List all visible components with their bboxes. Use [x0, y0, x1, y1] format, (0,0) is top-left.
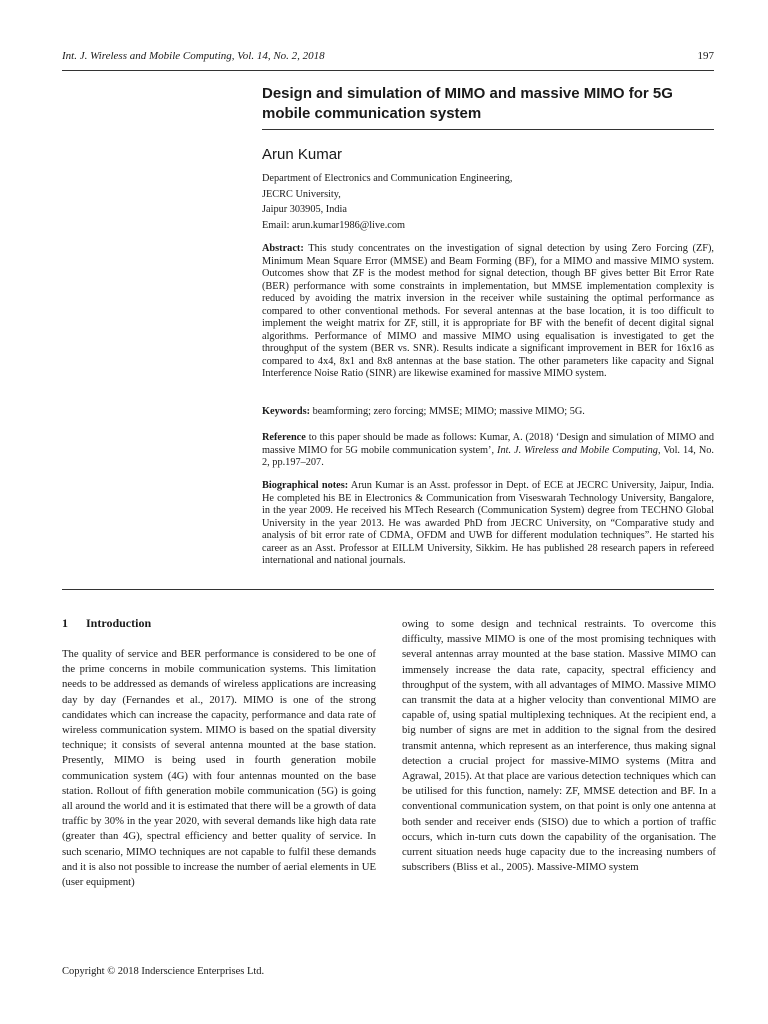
copyright-notice: Copyright © 2018 Inderscience Enterprises Ltd.	[62, 966, 265, 977]
section-heading	[62, 616, 151, 631]
journal-citation: Int. J. Wireless and Mobile Computing, Vol. 14, No. 2, 2018	[62, 50, 325, 62]
reference-volume: , Vol. 14, No. 2, pp.197–207.	[262, 444, 714, 468]
affiliation-department: Department of Electronics and Communication Engineering,	[262, 173, 513, 184]
affiliation-university: JECRC University,	[262, 188, 341, 200]
section-title: Introduction	[86, 616, 152, 630]
running-head	[62, 50, 714, 62]
bio-label: Biographical notes:	[262, 480, 349, 491]
top-rule	[62, 70, 714, 71]
abstract-label: Abstract:	[262, 243, 304, 254]
reference-journal: Int. J. Wireless and Mobile Computing	[497, 444, 658, 456]
page-number: 197	[697, 50, 714, 62]
body-column-right: owing to some design and technical restraints. To overcome this difficulty, massive MIMO is one of the most promising techniques with several antennas array mounted at the base station. Massive MIMO can immensely increase the data rate, capacity, spectral efficiency and throughput of the system, with all advantages of MIMO. Massive MIMO can transmit the data at a higher velocity than conventional MIMO are capable of, using spatial multiplexing techniques. At the recipient end, a big number of signs are met in addition to the signal from the desired transmit antenna, which represent as an interference, thus making signal detection a crucial project for massive-MIMO systems (Mitra and Agrawal, 2015). At that place are various detection techniques which can be utilised for this function, namely: ZF, MMSE detection and BF. In a conventional communication system, on that point is only one antenna at both sender and receiver ends (SISO) due to which a portion of traffic occurs, which in-turn cuts down the capability of the organisation. The current situation needs huge capacity due to the increasing numbers of subscribers (Bliss et al., 2005). Massive-MIMO system	[402, 618, 716, 874]
keywords-label: Keywords:	[262, 406, 311, 417]
keywords-text: beamforming; zero forcing; MMSE; MIMO; massive MIMO; 5G.	[312, 406, 585, 417]
abstract	[262, 243, 714, 381]
biographical-notes	[262, 480, 714, 568]
abstract-text: This study concentrates on the investigation of signal detection by using Zero Forcing (ZF), Minimum Mean Square Error (MMSE) and Beam Forming (BF), for a MIMO and massive MIMO system. Outcomes show that ZF is the modest method for signal detection, though BF gives better Bit Error Rate (BER) performance with some constraints in implementation, but MMSE implementation complexity is reduced by avoiding the matrix inversion in the receiver while sustaining the optimal performance as compared to other conventional methods. For several antennas at the base location, it is too difficult to implement the weight matrix for ZF, still, it is appropriate for BF with the benefit of decent digital signal algorithms. Performance of MIMO and massive MIMO using equalisation is investigated to get the throughput of the system (BER vs. SNR). Results indicate a significant improvement in BER for 16x16 as compared to 4x4, 8x1 and 8x8 antennas at the base station. The other parameters like capacity and Signal Interference Noise Ratio (SINR) are likewise examined for massive MIMO system.	[262, 243, 714, 379]
body-column-left: The quality of service and BER performance is considered to be one of the prime concerns in mobile communication systems. This limitation needs to be addressed as demands of wireless applications are increasing day by day (Fernandes et al., 2017). MIMO is one of the strong candidates which can increase the capacity, performance and data rate of wireless communication system. MIMO is based on the spatial diversity technique; it consists of several antenna mounted at the base station. Presently, MIMO is being used in fourth generation mobile communication system (4G) with four antennas mounted on the base station. Rollout of fifth generation mobile communication (5G) is going all around the world and it is estimated that there will be a growth of data traffic by 30% in the year 2020, with several demands like high data rate (greater than 4G), spectral efficiency and better quality of service. In such scenario, MIMO techniques are not capable to fulfil these demands and it is also not possible to increase the number of aerial elements in UE (user equipment)	[62, 648, 377, 889]
bio-text: Arun Kumar is an Asst. professor in Dept. of ECE at JECRC University, Jaipur, India. He completed his BE in Electronics & Communication from Viseswarah Technology University, Bangalore, in the year 2009. He received his MTech Research (Communication System) degree from TECHNO Global University in the year 2013. He was awarded PhD from JECRC University, on “Comparative study and analysis of bit error rate of CDMA, OFDM and UWB for different modulation techniques”. He started his career as an Asst. Professor at EILLM University, Sikkim. He has published 28 research papers in refereed international and national journals.	[262, 480, 714, 566]
reference-text: to this paper should be made as follows: Kumar, A. (2018) ‘Design and simulation of MIMO and massive MIMO for 5G mobile communication system’,	[262, 432, 714, 456]
reference-label: Reference	[262, 432, 306, 443]
title-rule	[262, 129, 714, 130]
author-name: Arun Kumar	[262, 146, 343, 163]
paper-title: Design and simulation of MIMO and massive MIMO for 5G mobile communication system	[262, 85, 673, 122]
reference	[262, 432, 714, 470]
affiliation-email: Email: arun.kumar1986@live.com	[262, 219, 406, 231]
affiliation	[262, 171, 714, 233]
section-number: 1	[62, 616, 68, 630]
affiliation-city: Jaipur 303905, India	[262, 204, 347, 216]
keywords	[262, 406, 714, 419]
section-divider	[62, 589, 714, 590]
